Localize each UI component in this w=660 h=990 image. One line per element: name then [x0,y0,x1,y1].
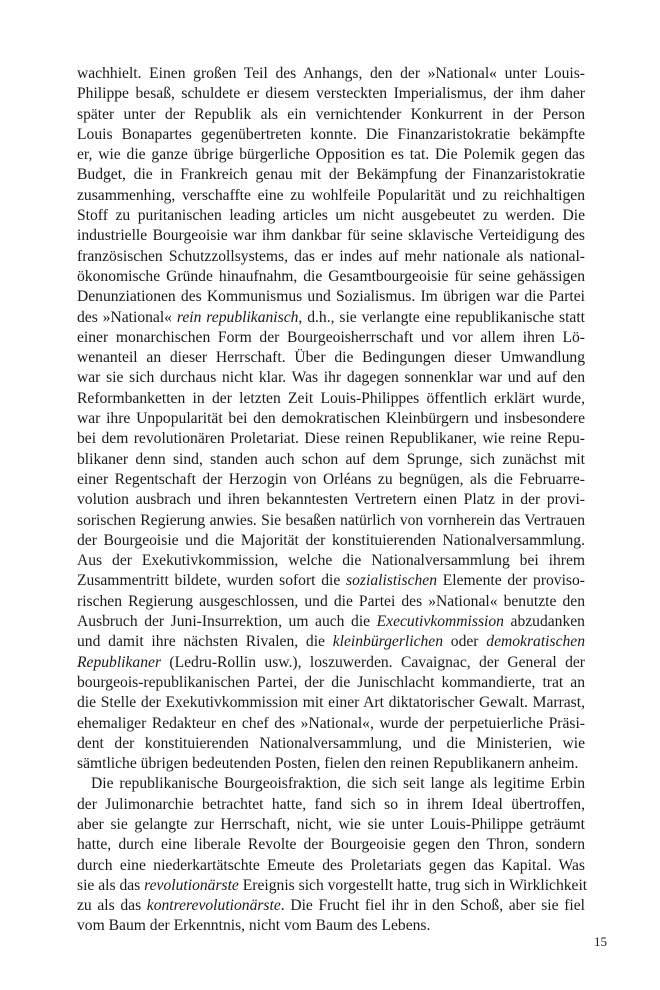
text-run: war sie sich durchaus nicht klar. Was ihr dagegen sonnenklar war und auf den [77,369,585,387]
page-body [77,64,588,937]
emphasized-text: Republikaner [77,653,162,671]
text-run: und damit ihre nächsten Rivalen, die [77,633,333,651]
text-run: Stoff zu puritanischen leading articles um nicht ausgebeutet zu werden. Die [77,207,585,225]
text-run: er, wie die ganze übrige bürgerliche Opposition es tat. Die Polemik gegen das [77,146,585,164]
text-run: abzudanken [503,613,585,631]
text-line [77,511,585,531]
text-run: französischen Schutzzollsystems, das er indes auf mehr nationale als national- [77,247,585,265]
text-run: ökonomische Gründe hinaufnahm, die Gesamtbourgeoisie für seine gehässigen [77,267,585,285]
text-run: (Ledru-Rollin usw.), loszuwerden. Cavaignac, der General der [161,653,585,671]
text-run: vom Baum der Erkenntnis, nicht vom Baum des Lebens. [77,917,431,935]
paragraph [77,774,588,936]
emphasized-text: rein republikanisch [176,308,299,326]
text-line [77,450,585,470]
text-run: aber sie gelangte zur Herrschaft, nicht, wie sie unter Louis-Philippe geträumt [77,815,585,833]
text-line [77,876,588,896]
text-run: industrielle Bourgeoisie war ihm dankbar für seine sklavische Verteidigung des [77,227,585,245]
text-line [77,267,585,287]
text-line [77,714,585,734]
text-line [77,835,585,855]
text-run: Ausbruch der Juni-Insurrektion, um auch die [77,613,377,631]
text-line [77,368,585,388]
text-line [77,551,585,571]
text-line [77,754,585,774]
text-line [77,531,585,551]
emphasized-text: Executivkommission [376,613,504,631]
text-run: sämtliche übrigen bedeutenden Posten, fielen den reinen Republikanern anheim. [77,755,579,773]
text-line [77,571,585,591]
text-run: sie als das [77,876,145,894]
text-run: , d.h., sie verlangte eine republikanische statt [298,308,585,326]
text-run: die Stelle der Exekutivkommission mit einer Art diktatorischer Gewalt. Marrast, [77,694,585,712]
text-line [77,774,585,794]
text-run: ehemaliger Redakteur en chef des »National«, wurde der perpetuierliche Präsi- [77,714,585,732]
text-run: zu als das [77,897,147,915]
emphasized-text: demokratischen [486,633,586,651]
text-run: Elemente der proviso- [437,572,585,590]
text-run: Zusammentritt bildete, wurden sofort die [77,572,347,590]
text-line [77,348,585,368]
text-run: rischen Regierung ausgeschlossen, und die Partei des »National« benutzte den [77,592,585,610]
text-line [77,734,585,754]
text-line [77,653,585,673]
text-line [77,490,585,510]
text-line [77,429,585,449]
text-run: dent der konstituierenden Nationalversammlung, und die Ministerien, wie [77,734,585,752]
text-line [77,125,585,145]
emphasized-text: sozialistischen [346,572,438,590]
text-run: wenanteil an dieser Herrschaft. Über die Bedingungen dieser Umwandlung [77,349,585,367]
emphasized-text: revolutionärste [144,876,239,894]
text-run: einer monarchischen Form der Bourgeoisherrschaft und vor allem ihren Lö- [77,328,585,346]
text-run: Die republikanische Bourgeoisfraktion, die sich seit lange als legitime Erbin [91,775,585,793]
text-run: hatte, durch eine liberale Revolte der Bourgeoisie gegen den Thron, sondern [77,836,585,854]
text-line [77,186,585,206]
text-line [77,328,585,348]
text-line [77,64,585,84]
text-line [77,795,585,815]
text-line [77,165,585,185]
text-run: durch eine niederkartätschte Emeute des Proletariats gegen das Kapital. Was [77,856,585,874]
page-number: 15 [594,934,607,949]
text-line [77,206,585,226]
text-run: zusammenhing, verschaffte eine zu wohlfeile Popularität und zu reichhaltigen [77,186,585,204]
text-run: der Bourgeoisie und die Majorität der konstituierenden Nationalversammlung. [77,531,585,549]
emphasized-text: kleinbürgerlichen [332,633,444,651]
text-run: einer Regentschaft der Herzogin von Orléans zu begnügen, als die Februarre- [77,470,585,488]
text-run: oder [443,633,487,651]
emphasized-text: kontrerevolutionärste [146,897,281,915]
text-line [77,856,585,876]
paragraph [77,64,585,774]
text-run: bei dem revolutionären Proletariat. Diese reinen Republikaner, wie reine Repu- [77,430,585,448]
text-run: später unter der Republik als ein vernichtender Konkurrent in der Person [77,105,585,123]
text-run: blikaner denn sind, standen auch schon auf dem Sprunge, sich zunächst mit [77,450,585,468]
text-run: Ereignis sich vorgestellt hatte, trug sich in Wirklichkeit [238,876,588,894]
text-line [77,693,585,713]
text-run: bourgeois-republikanischen Partei, der die Junischlacht kommandierte, trat an [77,673,585,691]
text-line [77,409,585,429]
text-line [77,896,585,916]
text-line [77,815,585,835]
text-line [77,105,585,125]
text-line [77,287,585,307]
text-line [77,84,585,104]
text-run: Philippe besaß, schuldete er diesem versteckten Imperialismus, der ihm daher [77,85,585,103]
text-run: Reformbanketten in der letzten Zeit Louis-Philippes öffentlich erklärt wurde, [77,389,585,407]
text-line [77,592,585,612]
text-line [77,673,585,693]
text-line [77,145,585,165]
text-line [77,226,585,246]
text-run: Denunziationen des Kommunismus und Sozialismus. Im übrigen war die Partei [77,288,585,306]
text-run: Budget, die in Frankreich genau mit der Bekämpfung der Finanzaristokratie [77,166,585,184]
text-run: Aus der Exekutivkommission, welche die Nationalversammlung bei ihrem [77,552,585,570]
text-line [77,916,585,936]
text-line [77,247,585,267]
text-run: . Die Frucht fiel ihr in den Schoß, aber sie fiel [280,897,585,915]
text-line [77,470,585,490]
text-run: Louis Bonapartes gegenübertreten konnte. Die Finanzaristokratie bekämpfte [77,125,585,143]
text-line [77,308,585,328]
text-run: sorischen Regierung anwies. Sie besaßen natürlich von vornherein das Vertrauen [77,511,585,529]
text-run: war ihre Unpopularität bei den demokratischen Kleinbürgern und insbesondere [77,410,585,428]
text-line [77,632,585,652]
text-run: der Julimonarchie betrachtet hatte, fand sich so in ihrem Ideal übertroffen, [77,795,585,813]
text-line [77,612,585,632]
text-run: des »National« [77,308,177,326]
text-line [77,389,585,409]
text-run: volution ausbrach und ihren bekanntesten Vertretern einen Platz in der provi- [77,491,585,509]
text-run: wachhielt. Einen großen Teil des Anhangs, den der »National« unter Louis- [77,65,585,82]
